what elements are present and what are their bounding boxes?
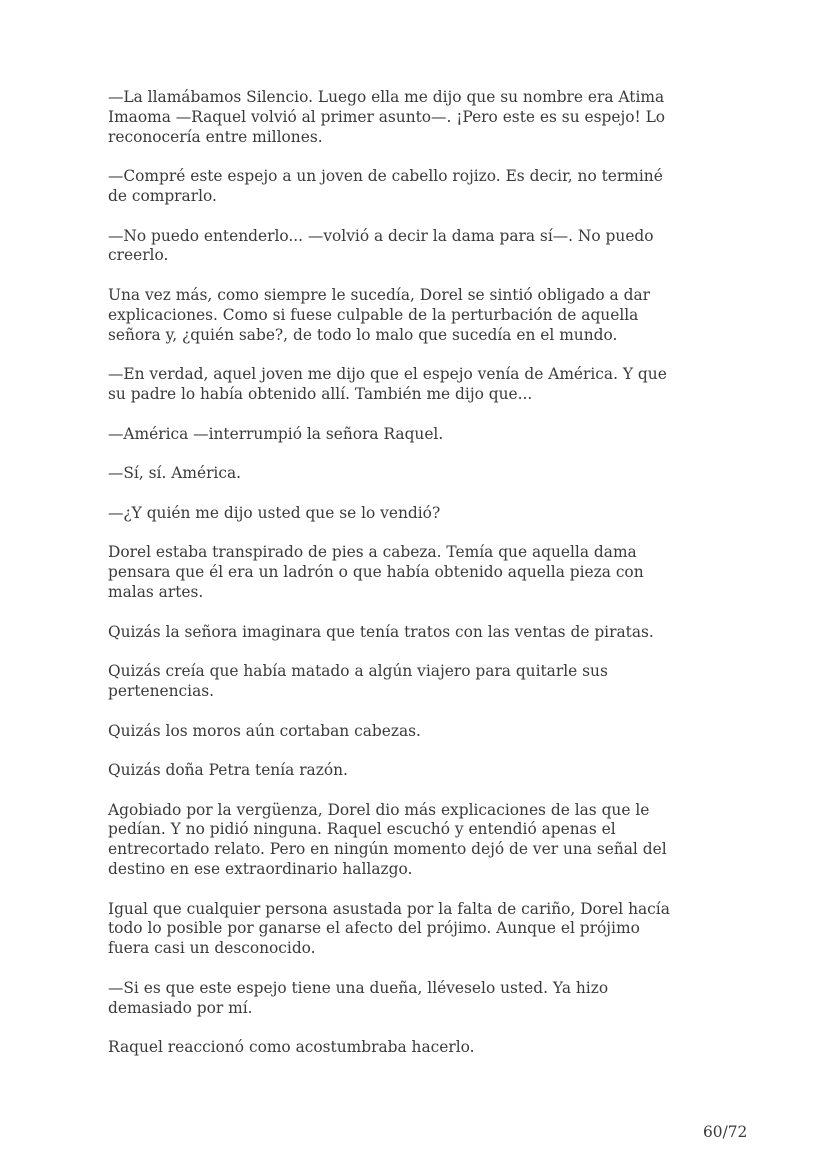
text-line: —América —interrumpió la señora Raquel. xyxy=(108,424,444,443)
text-line: entrecortado relato. Pero en ningún momento dejó de ver una señal del xyxy=(108,840,667,859)
text-line: malas artes. xyxy=(108,582,204,601)
paragraph xyxy=(108,286,728,345)
paragraph xyxy=(108,662,728,702)
text-line: pensara que él era un ladrón o que había obtenido aquella pieza con xyxy=(108,563,644,582)
paragraph xyxy=(108,761,728,781)
page-number: 60/72 xyxy=(703,1123,748,1141)
text-line: Igual que cualquier persona asustada por la falta de cariño, Dorel hacía xyxy=(108,899,670,918)
text-line: Quizás creía que había matado a algún viajero para quitarle sus xyxy=(108,662,608,681)
text-line: —No puedo entenderlo... —volvió a decir la dama para sí—. No puedo xyxy=(108,226,654,245)
text-line: Agobiado por la vergüenza, Dorel dio más explicaciones de las que le xyxy=(108,800,650,819)
paragraph xyxy=(108,900,728,959)
paragraph xyxy=(108,623,728,643)
text-line: señora y, ¿quién sabe?, de todo lo malo que sucedía en el mundo. xyxy=(108,325,618,344)
page-body xyxy=(108,88,728,1078)
text-line: Quizás los moros aún cortaban cabezas. xyxy=(108,721,421,740)
paragraph xyxy=(108,722,728,742)
text-line: creerlo. xyxy=(108,246,169,265)
text-line: —Si es que este espejo tiene una dueña, lléveselo usted. Ya hizo xyxy=(108,978,609,997)
paragraph xyxy=(108,1038,728,1058)
text-line: Una vez más, como siempre le sucedía, Dorel se sintió obligado a dar xyxy=(108,285,651,304)
paragraph xyxy=(108,88,728,147)
text-line: —Compré este espejo a un joven de cabello rojizo. Es decir, no terminé xyxy=(108,167,663,186)
paragraph xyxy=(108,365,728,405)
text-line: Imaoma —Raquel volvió al primer asunto—. ¡Pero este es su espejo! Lo xyxy=(108,107,666,126)
paragraph xyxy=(108,543,728,602)
text-line: Dorel estaba transpirado de pies a cabeza. Temía que aquella dama xyxy=(108,543,637,562)
text-line: Quizás la señora imaginara que tenía tratos con las ventas de piratas. xyxy=(108,622,654,641)
text-line: de comprarlo. xyxy=(108,186,217,205)
text-line: destino en ese extraordinario hallazgo. xyxy=(108,860,413,879)
text-line: pedían. Y no pidió ninguna. Raquel escuchó y entendió apenas el xyxy=(108,820,616,839)
paragraph xyxy=(108,504,728,524)
text-line: Quizás doña Petra tenía razón. xyxy=(108,761,348,780)
text-line: pertenencias. xyxy=(108,681,215,700)
paragraph xyxy=(108,425,728,445)
paragraph xyxy=(108,227,728,267)
text-line: demasiado por mí. xyxy=(108,998,253,1017)
text-line: —La llamábamos Silencio. Luego ella me dijo que su nombre era Atima xyxy=(108,88,665,106)
text-line: explicaciones. Como si fuese culpable de la perturbación de aquella xyxy=(108,305,639,324)
text-line: fuera casi un desconocido. xyxy=(108,939,316,958)
text-line: reconocería entre millones. xyxy=(108,127,323,146)
text-line: —Sí, sí. América. xyxy=(108,464,242,483)
paragraph xyxy=(108,801,728,880)
paragraph xyxy=(108,167,728,207)
text-line: su padre lo había obtenido allí. También me dijo que... xyxy=(108,384,533,403)
paragraph xyxy=(108,979,728,1019)
paragraph xyxy=(108,464,728,484)
text-line: —En verdad, aquel joven me dijo que el espejo venía de América. Y que xyxy=(108,365,667,384)
text-line: Raquel reaccionó como acostumbraba hacerlo. xyxy=(108,1038,475,1057)
text-line: —¿Y quién me dijo usted que se lo vendió? xyxy=(108,503,441,522)
text-line: todo lo posible por ganarse el afecto del prójimo. Aunque el prójimo xyxy=(108,919,640,938)
